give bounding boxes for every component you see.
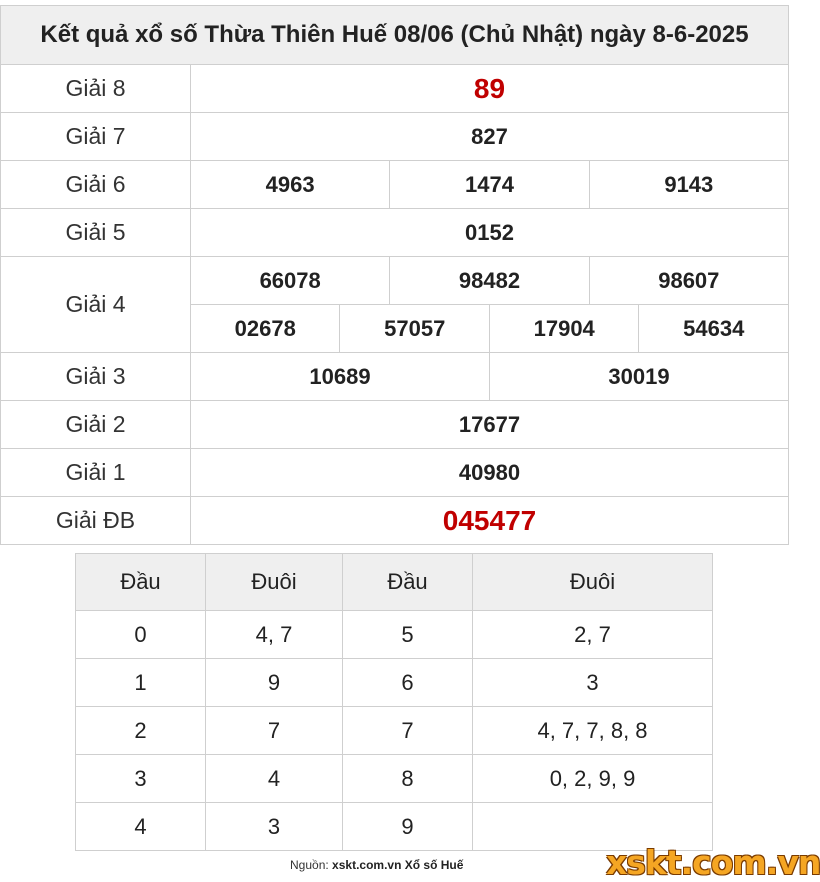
- loto-header-row: [76, 554, 713, 611]
- prize-row-g8: [1, 65, 789, 113]
- prize-value: 66078: [191, 257, 390, 305]
- prize-value: 89: [191, 65, 789, 113]
- loto-cell: 2, 7: [473, 611, 713, 659]
- loto-cell: 0, 2, 9, 9: [473, 755, 713, 803]
- source-line: [290, 858, 463, 872]
- prize-value: 98607: [589, 257, 788, 305]
- results-table: [0, 5, 789, 545]
- prize-value: 10689: [191, 353, 490, 401]
- prize-value: 98482: [390, 257, 589, 305]
- loto-cell: 4: [76, 803, 206, 851]
- prize-label: Giải 2: [1, 401, 191, 449]
- prize-value: 40980: [191, 449, 789, 497]
- loto-cell: 3: [206, 803, 343, 851]
- prize-value: 17677: [191, 401, 789, 449]
- loto-cell: 8: [343, 755, 473, 803]
- loto-cell: 7: [206, 707, 343, 755]
- prize-value: 02678: [191, 305, 340, 353]
- loto-cell: 4, 7: [206, 611, 343, 659]
- prize-value: 0152: [191, 209, 789, 257]
- prize-row-g4a: [1, 257, 789, 305]
- loto-header: Đuôi: [473, 554, 713, 611]
- prize-value: 827: [191, 113, 789, 161]
- prize-row-g7: [1, 113, 789, 161]
- loto-cell: 2: [76, 707, 206, 755]
- prize-row-g3: [1, 353, 789, 401]
- prize-value: 54634: [639, 305, 789, 353]
- loto-row: [76, 755, 713, 803]
- prize-row-g1: [1, 449, 789, 497]
- special-prize-value: 045477: [191, 497, 789, 545]
- loto-cell: 6: [343, 659, 473, 707]
- prize-label: Giải 7: [1, 113, 191, 161]
- loto-cell: 0: [76, 611, 206, 659]
- prize-row-g2: [1, 401, 789, 449]
- loto-cell: 9: [343, 803, 473, 851]
- page-title: Kết quả xổ số Thừa Thiên Huế 08/06 (Chủ Nhật) ngày 8-6-2025: [1, 6, 789, 65]
- loto-cell: 5: [343, 611, 473, 659]
- loto-cell: 9: [206, 659, 343, 707]
- loto-header: Đầu: [76, 554, 206, 611]
- loto-cell: 3: [76, 755, 206, 803]
- prize-value: 17904: [489, 305, 638, 353]
- loto-row: [76, 707, 713, 755]
- loto-row: [76, 659, 713, 707]
- prize-label: Giải 8: [1, 65, 191, 113]
- loto-row: [76, 611, 713, 659]
- loto-table: [75, 553, 713, 851]
- loto-cell: 7: [343, 707, 473, 755]
- prize-row-special: [1, 497, 789, 545]
- site-logo[interactable]: xskt.com.vn: [606, 843, 820, 882]
- loto-cell: 3: [473, 659, 713, 707]
- prize-value: 4963: [191, 161, 390, 209]
- loto-cell: 1: [76, 659, 206, 707]
- prize-label: Giải 4: [1, 257, 191, 353]
- loto-header: Đầu: [343, 554, 473, 611]
- prize-row-g6: [1, 161, 789, 209]
- prize-label: Giải 3: [1, 353, 191, 401]
- prize-label: Giải 6: [1, 161, 191, 209]
- prize-row-g5: [1, 209, 789, 257]
- prize-label: Giải 1: [1, 449, 191, 497]
- source-prefix: Nguồn:: [290, 858, 329, 872]
- prize-label: Giải 5: [1, 209, 191, 257]
- prize-value: 1474: [390, 161, 589, 209]
- prize-value: 9143: [589, 161, 788, 209]
- prize-value: 30019: [489, 353, 788, 401]
- prize-label: Giải ĐB: [1, 497, 191, 545]
- loto-cell: 4, 7, 7, 8, 8: [473, 707, 713, 755]
- loto-header: Đuôi: [206, 554, 343, 611]
- loto-cell: 4: [206, 755, 343, 803]
- source-link[interactable]: xskt.com.vn Xổ số Huế: [332, 858, 464, 872]
- prize-value: 57057: [340, 305, 489, 353]
